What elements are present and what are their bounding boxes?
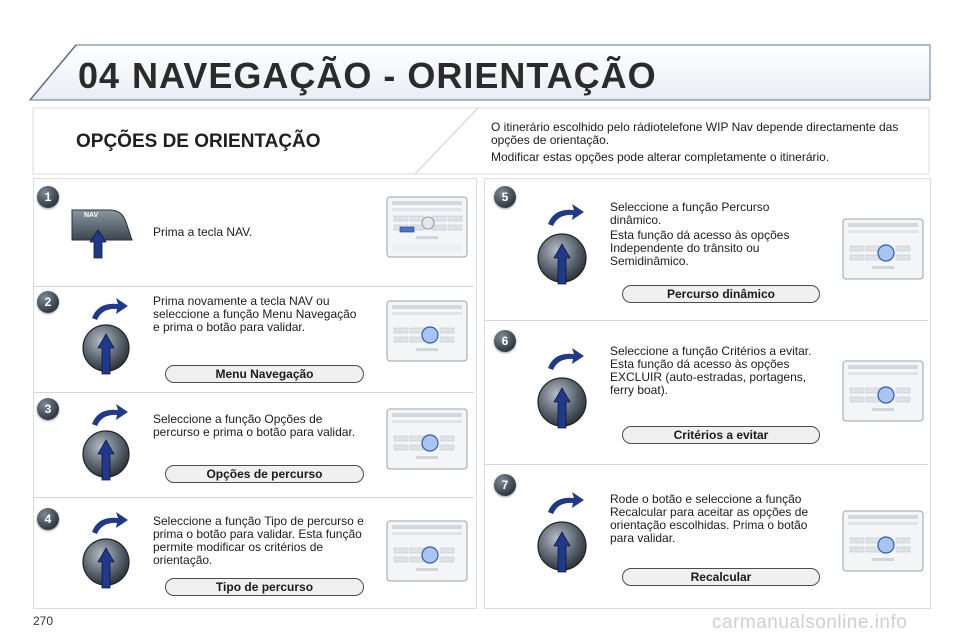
rotary-knob-icon (70, 296, 140, 386)
step-badge-2: 2 (37, 291, 59, 313)
step-6-text: Seleccione a função Critérios a evitar. Esta função dá acesso às opções EXCLUIR (auto-estradas, portagens, ferry boat). (610, 344, 812, 397)
radio-faceplate-icon (842, 360, 924, 422)
watermark: carmanualsonline.info (712, 612, 908, 633)
rotary-knob-icon (526, 202, 596, 292)
nav-key-label: NAV (84, 212, 99, 219)
divider (34, 286, 474, 287)
page-number: 270 (33, 614, 54, 628)
rotary-knob-icon (70, 510, 140, 600)
step-2-text: Prima novamente a tecla NAV ou seleccione a função Menu Navegação e prima o botão para validar. (153, 294, 357, 334)
radio-faceplate-icon (386, 300, 468, 362)
step-1-text: Prima a tecla NAV. (153, 225, 253, 239)
menu-option-label: Tipo de percurso (165, 578, 364, 596)
intro-paragraph-1: O itinerário escolhido pelo rádiotelefone WIP Nav depende directamente das opções de orientação. (491, 120, 899, 147)
rotary-knob-icon (70, 402, 140, 492)
step-4-text: Seleccione a função Tipo de percurso e prima o botão para validar. Esta função permite modificar os critérios de orientação. (153, 514, 364, 567)
nav-key-icon (70, 200, 142, 260)
step-badge-5: 5 (494, 186, 516, 208)
chapter-number: 04 (78, 55, 121, 96)
rotary-knob-icon (526, 346, 596, 436)
step-5-text-detail: Esta função dá acesso às opções Independente do trânsito ou Semidinâmico. (610, 228, 790, 268)
step-badge-3: 3 (37, 398, 59, 420)
radio-faceplate-icon (386, 520, 468, 582)
step-badge-4: 4 (37, 508, 59, 530)
step-badge-7: 7 (494, 474, 516, 496)
divider (34, 392, 474, 393)
divider (485, 320, 928, 321)
divider (485, 464, 928, 465)
step-3-text: Seleccione a função Opções de percurso e prima o botão para validar. (153, 412, 356, 439)
rotary-knob-icon (526, 490, 596, 580)
step-badge-1: 1 (37, 186, 59, 208)
page-title: NAVEGAÇÃO - ORIENTAÇÃO (132, 55, 657, 96)
nav-key-illustration (70, 200, 142, 260)
menu-option-label: Menu Navegação (165, 365, 364, 383)
menu-option-label: Critérios a evitar (622, 426, 820, 444)
step-badge-6: 6 (494, 330, 516, 352)
menu-option-label: Recalcular (622, 568, 820, 586)
step-5-text: Seleccione a função Percurso dinâmico. (610, 200, 770, 227)
radio-faceplate-icon (842, 510, 924, 572)
section-title: OPÇÕES DE ORIENTAÇÃO (76, 131, 321, 152)
intro-paragraph-2: Modificar estas opções pode alterar completamente o itinerário. (491, 150, 830, 164)
step-7-text: Rode o botão e seleccione a função Recalcular para aceitar as opções de orientação escolhidas. Prima o botão para validar. (610, 492, 809, 545)
radio-faceplate-icon (386, 196, 468, 258)
divider (34, 497, 474, 498)
radio-faceplate-icon (386, 408, 468, 470)
menu-option-label: Percurso dinâmico (622, 285, 820, 303)
menu-option-label: Opções de percurso (165, 465, 364, 483)
radio-faceplate-icon (842, 218, 924, 280)
